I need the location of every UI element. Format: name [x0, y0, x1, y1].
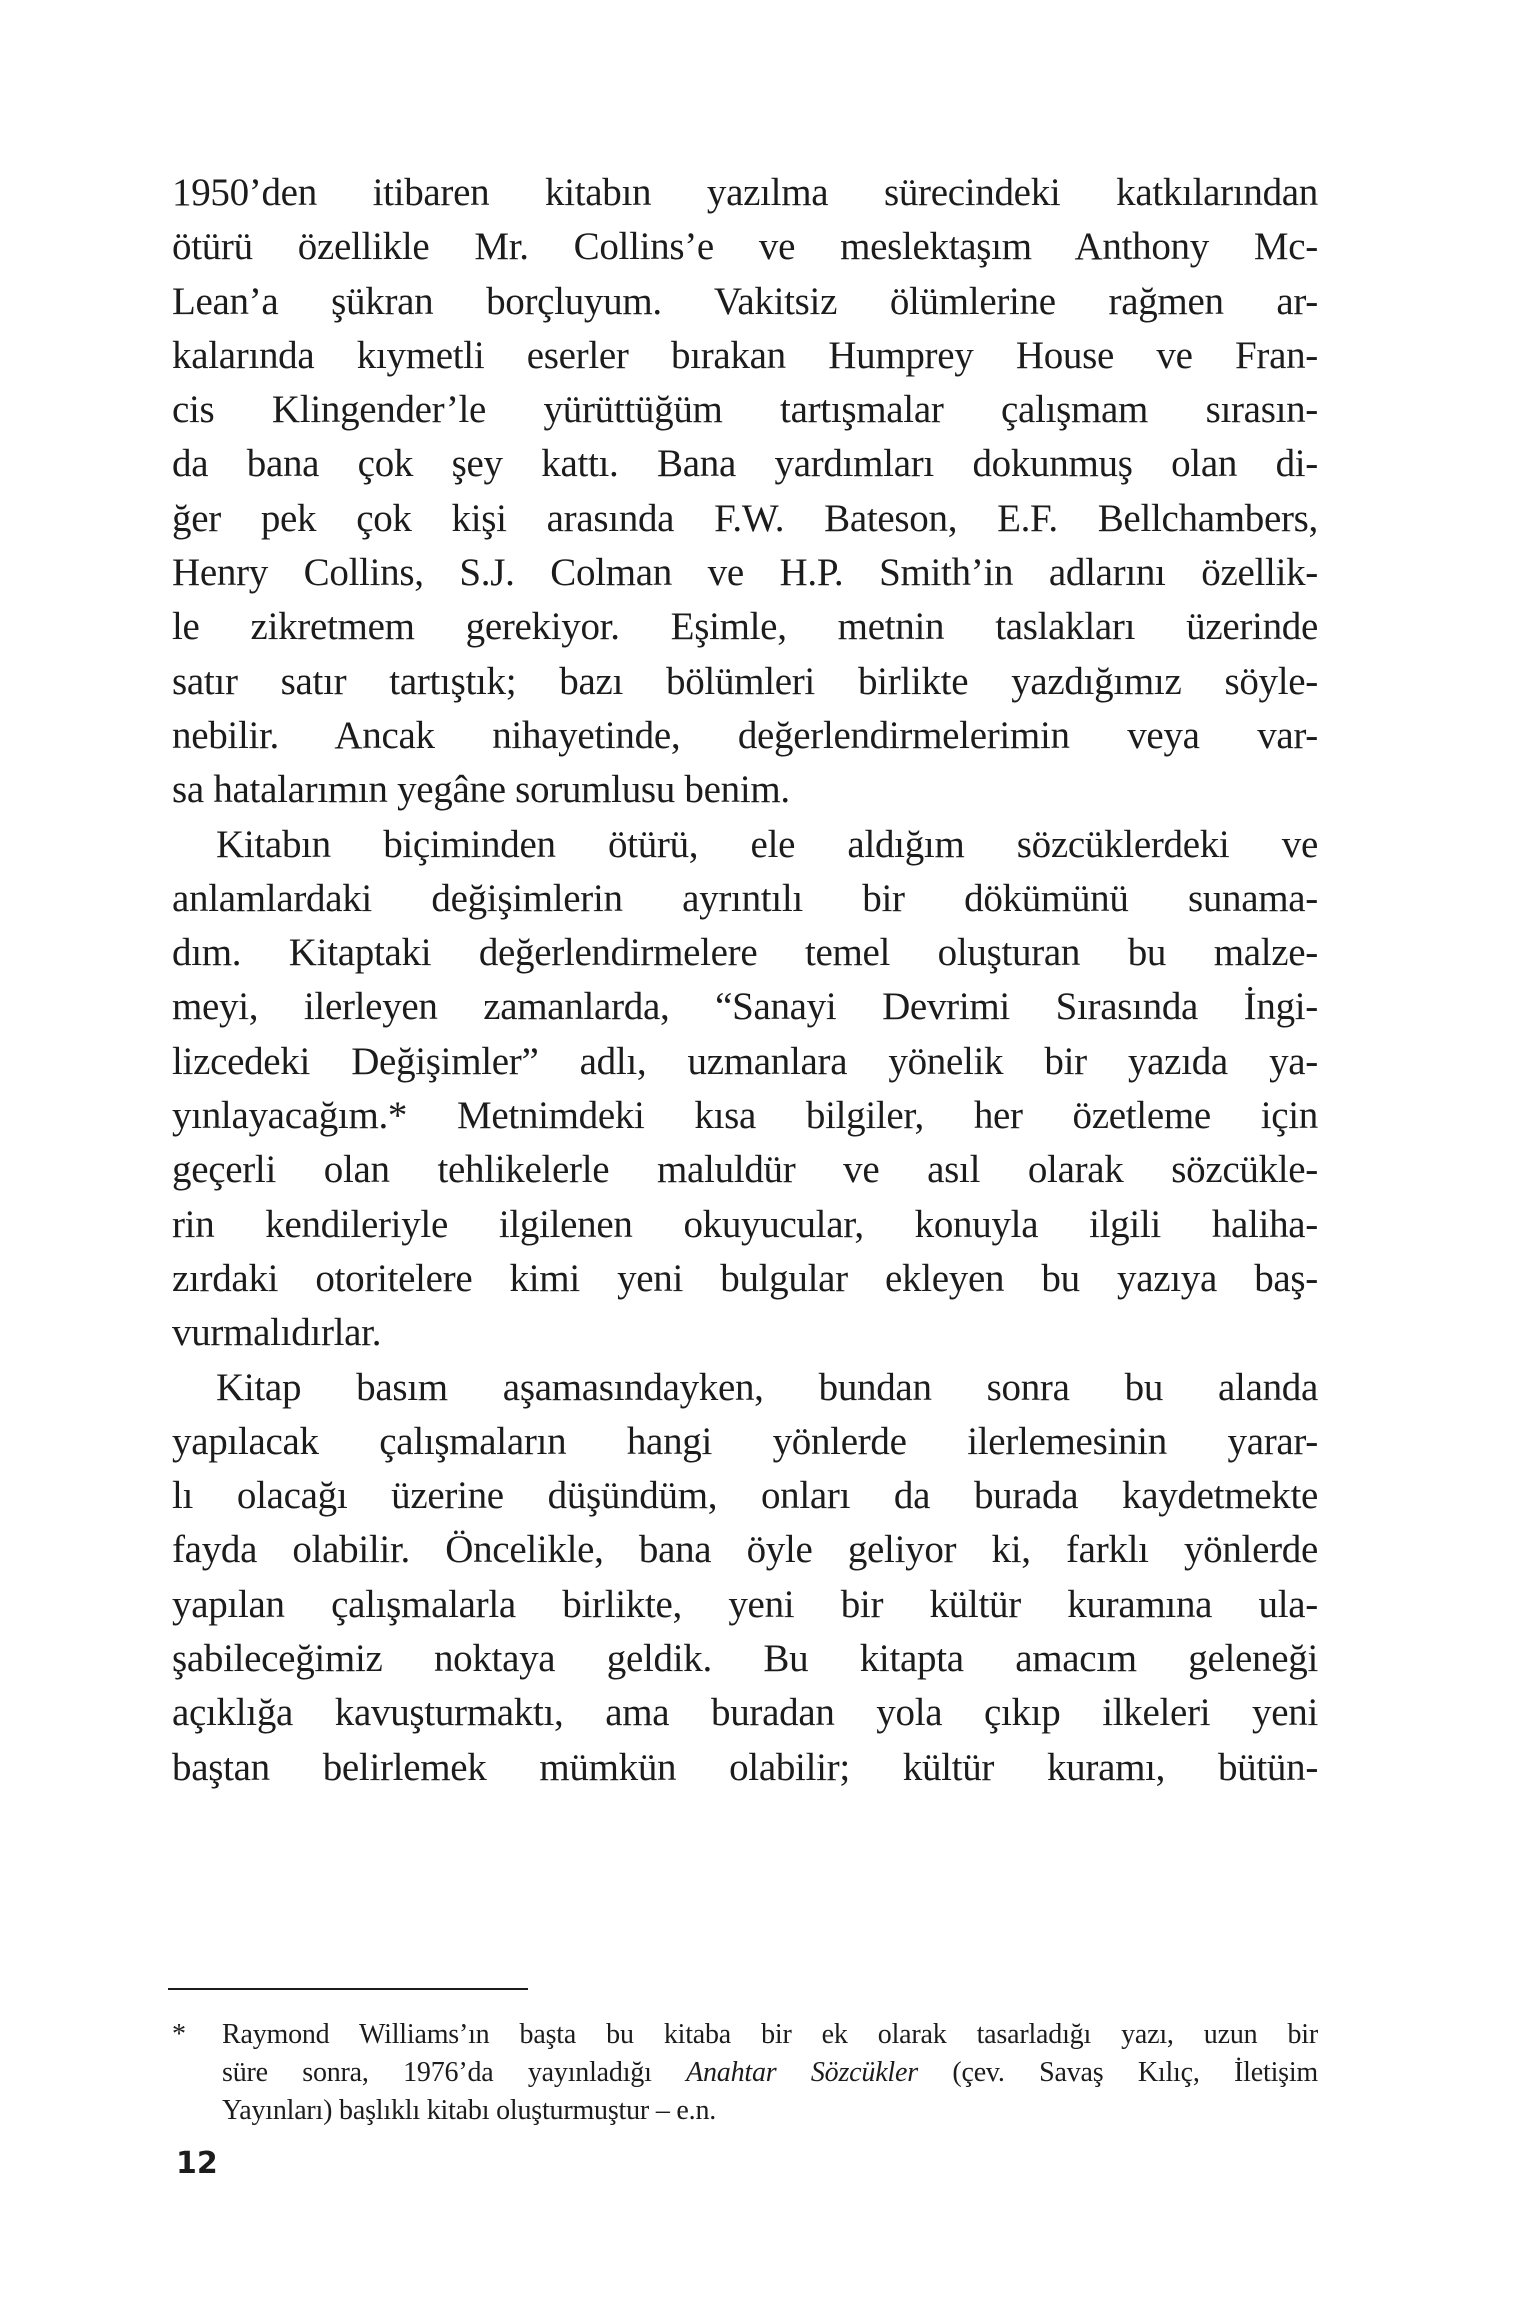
text-line: yapılan çalışmalarla birlikte, yeni bir kültür kuramına ula-: [172, 1582, 1318, 1626]
text-line: le zikretmem gerekiyor. Eşimle, metnin taslakları üzerinde: [172, 605, 1318, 649]
text-line: lı olacağı üzerine düşündüm, onları da burada kaydetmekte: [172, 1474, 1318, 1518]
text-line: anlamlardaki değişimlerin ayrıntılı bir dökümünü sunama-: [172, 876, 1318, 920]
footnote-line: Yayınları) başlıklı kitabı oluşturmuştur – e.n.: [222, 2095, 717, 2126]
text-line: sa hatalarımın yegâne sorumlusu benim.: [172, 768, 790, 812]
paragraph-start-line: Kitabın biçiminden ötürü, ele aldığım sözcüklerdeki ve: [216, 822, 1318, 866]
text-line: meyi, ilerleyen zamanlarda, “Sanayi Devrimi Sırasında İngi-: [172, 985, 1318, 1029]
text-line: açıklığa kavuşturmaktı, ama buradan yola çıkıp ilkeleri yeni: [172, 1691, 1318, 1735]
text-line: kalarında kıymetli eserler bırakan Humprey House ve Fran-: [172, 333, 1318, 377]
text-line: 1950’den itibaren kitabın yazılma sürecindeki katkılarından: [172, 171, 1318, 214]
footnote-divider: [168, 1988, 528, 1990]
footnote-text: (çev. Savaş Kılıç, İletişim: [917, 2057, 1318, 2088]
text-line: Lean’a şükran borçluyum. Vakitsiz ölümlerine rağmen ar-: [172, 279, 1318, 323]
text-line: satır satır tartıştık; bazı bölümleri birlikte yazdığımız söyle-: [172, 659, 1318, 703]
footnote-text: süre sonra, 1976’da yayınladığı: [222, 2057, 687, 2088]
footnote-marker: *: [172, 2019, 186, 2050]
text-line: yapılacak çalışmaların hangi yönlerde ilerlemesinin yarar-: [172, 1419, 1318, 1463]
text-line: rin kendileriyle ilgilenen okuyucular, konuyla ilgili haliha-: [172, 1202, 1318, 1246]
footnote-line: [222, 2054, 1318, 2092]
text-line: zırdaki otoritelere kimi yeni bulgular ekleyen bu yazıya baş-: [172, 1256, 1318, 1300]
text-line: Henry Collins, S.J. Colman ve H.P. Smith’in adlarını özellik-: [172, 551, 1318, 595]
book-title: Anahtar Sözcükler: [686, 2057, 918, 2088]
text-line: ğer pek çok kişi arasında F.W. Bateson, E.F. Bellchambers,: [172, 496, 1318, 540]
text-line: fayda olabilir. Öncelikle, bana öyle geliyor ki, farklı yönlerde: [172, 1528, 1318, 1572]
text-line: lizcedeki Değişimler” adlı, uzmanlara yönelik bir yazıda ya-: [172, 1039, 1318, 1083]
text-line: baştan belirlemek mümkün olabilir; kültür kuramı, bütün-: [172, 1745, 1318, 1789]
text-line: cis Klingender’le yürüttüğüm tartışmalar çalışmam sırasın-: [172, 388, 1318, 432]
text-line: ötürü özellikle Mr. Collins’e ve meslektaşım Anthony Mc-: [172, 225, 1318, 269]
footnote-line: Raymond Williams’ın başta bu kitaba bir ek olarak tasarladığı yazı, uzun bir: [222, 2019, 1318, 2050]
footnote: [172, 2016, 1318, 2130]
text-line: şabileceğimiz noktaya geldik. Bu kitapta amacım geleneği: [172, 1637, 1318, 1681]
text-line: dım. Kitaptaki değerlendirmelere temel oluşturan bu malze-: [172, 931, 1318, 975]
text-line: geçerli olan tehlikelerle maluldür ve asıl olarak sözcükle-: [172, 1148, 1318, 1192]
text-line: vurmalıdırlar.: [172, 1311, 382, 1355]
text-line: yınlayacağım.* Metnimdeki kısa bilgiler, her özetleme için: [172, 1094, 1318, 1138]
text-line: da bana çok şey kattı. Bana yardımları dokunmuş olan di-: [172, 442, 1318, 486]
body-text: [172, 166, 1318, 1795]
page-number: 12: [176, 2146, 218, 2181]
paragraph-start-line: Kitap basım aşamasındayken, bundan sonra bu alanda: [216, 1365, 1318, 1409]
footnote-body: [222, 2016, 1318, 2130]
text-line: nebilir. Ancak nihayetinde, değerlendirmelerimin veya var-: [172, 713, 1318, 757]
